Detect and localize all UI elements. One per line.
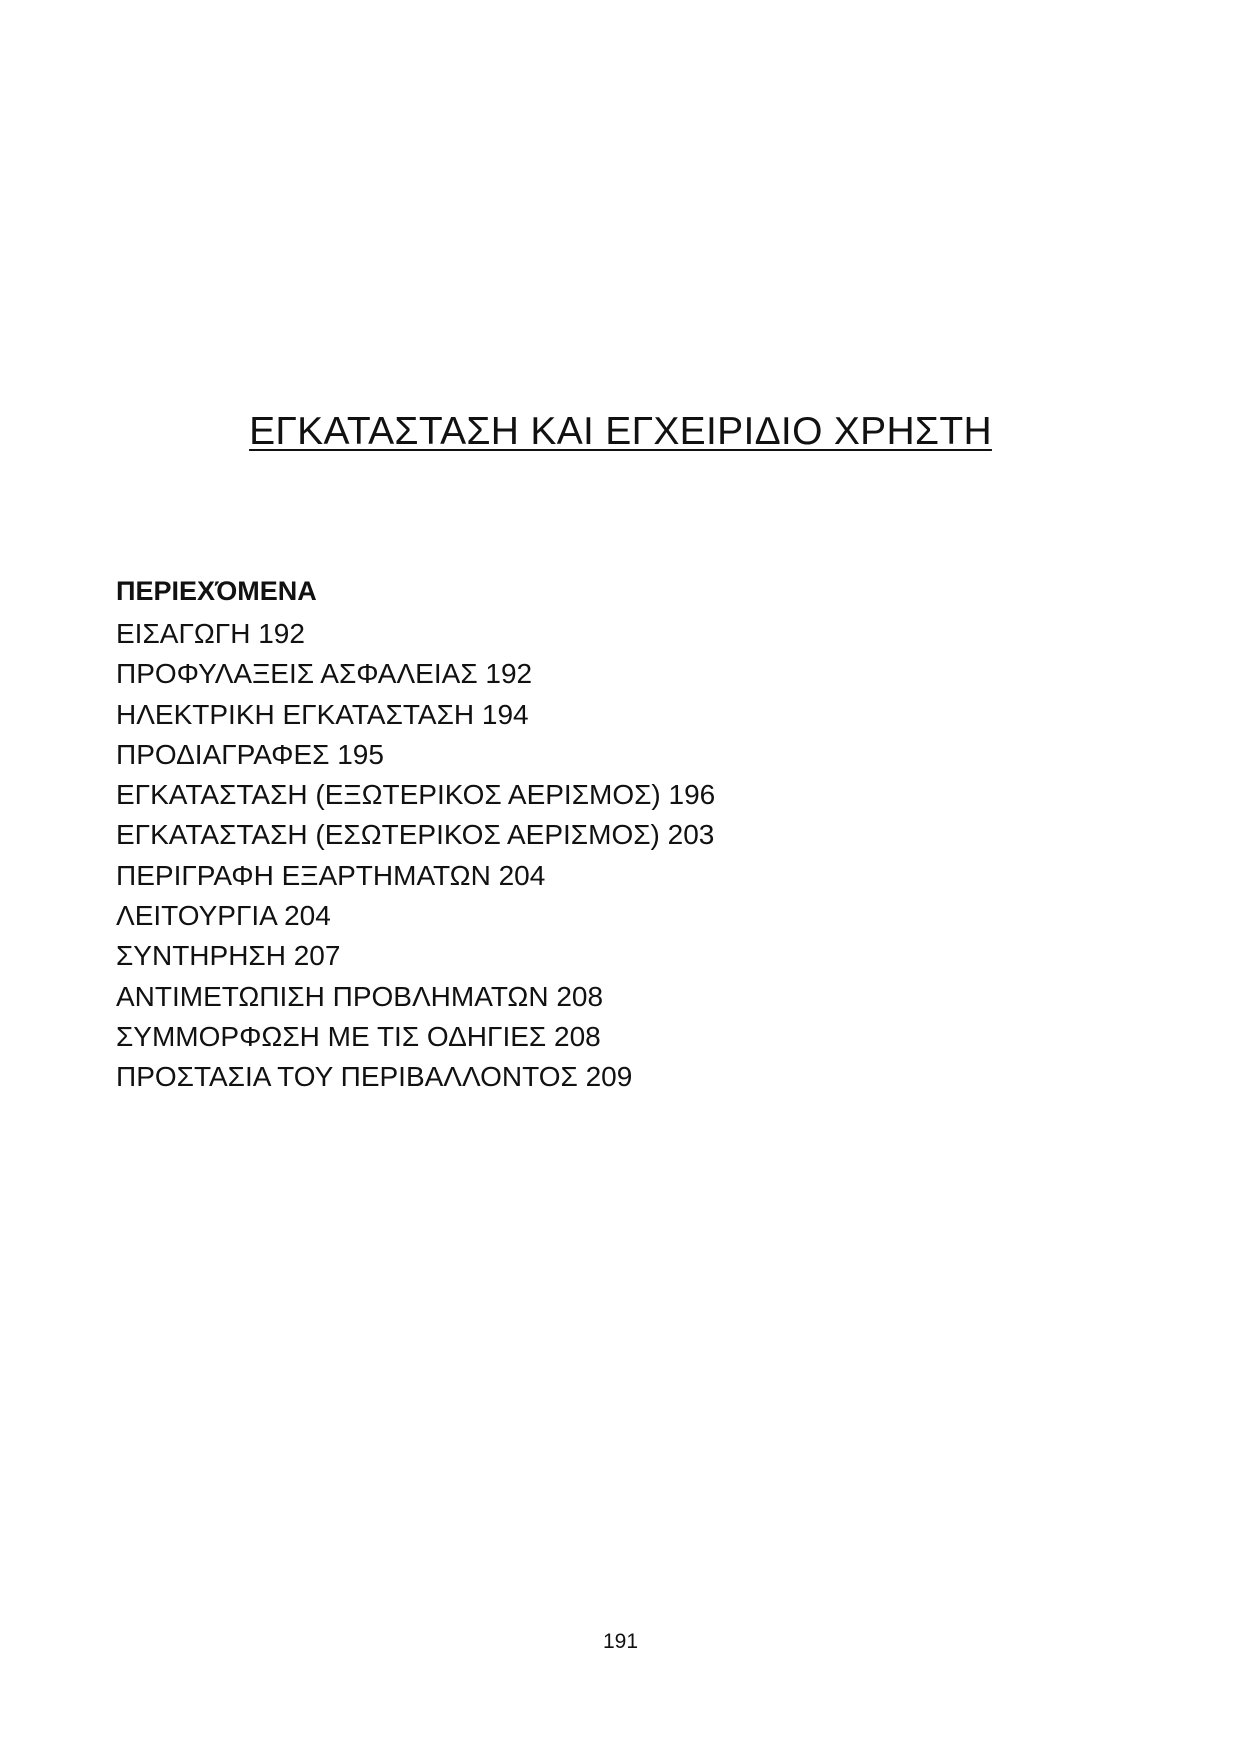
- toc-list: [116, 614, 1116, 1098]
- toc-item: ΗΛΕΚΤΡΙΚΗ ΕΓΚΑΤΑΣΤΑΣΗ 194: [116, 698, 529, 730]
- page-number: 191: [602, 1630, 639, 1653]
- toc-item: ΠΕΡΙΓΡΑΦΗ ΕΞΑΡΤΗΜΑΤΩΝ 204: [116, 859, 546, 891]
- toc-item: ΕΙΣΑΓΩΓΗ 192: [116, 618, 305, 649]
- toc-item: ΕΓΚΑΤΑΣΤΑΣΗ (ΕΞΩΤΕΡΙΚΟΣ ΑΕΡΙΣΜΟΣ) 196: [116, 779, 716, 811]
- toc-item: ΠΡΟΔΙΑΓΡΑΦΕΣ 195: [116, 738, 384, 770]
- table-of-contents: [116, 574, 1116, 1098]
- toc-item: ΣΥΝΤΗΡΗΣΗ 207: [116, 940, 341, 972]
- toc-item: ΠΡΟΦΥΛΑΞΕΙΣ ΑΣΦΑΛΕΙΑΣ 192: [116, 658, 533, 690]
- document-title: [0, 408, 1241, 456]
- toc-item: ΠΡΟΣΤΑΣΙΑ ΤΟΥ ΠΕΡΙΒΑΛΛΟΝΤΟΣ 209: [116, 1061, 633, 1093]
- toc-item: ΛΕΙΤΟΥΡΓΙΑ 204: [116, 900, 331, 932]
- document-title-text: ΕΓΚΑΤΑΣΤΑΣΗ ΚΑΙ ΕΓΧΕΙΡΙΔΙΟ ΧΡΗΣΤΗ: [249, 410, 992, 453]
- toc-heading: ΠΕΡΙΕΧΌΜΕΝΑ: [116, 576, 317, 606]
- toc-item: ΑΝΤΙΜΕΤΩΠΙΣΗ ΠΡΟΒΛΗΜΑΤΩΝ 208: [116, 980, 604, 1012]
- toc-item: ΣΥΜΜΟΡΦΩΣΗ ΜΕ ΤΙΣ ΟΔΗΓΙΕΣ 208: [116, 1020, 601, 1052]
- toc-item: ΕΓΚΑΤΑΣΤΑΣΗ (ΕΣΩΤΕΡΙΚΟΣ ΑΕΡΙΣΜΟΣ) 203: [116, 819, 715, 851]
